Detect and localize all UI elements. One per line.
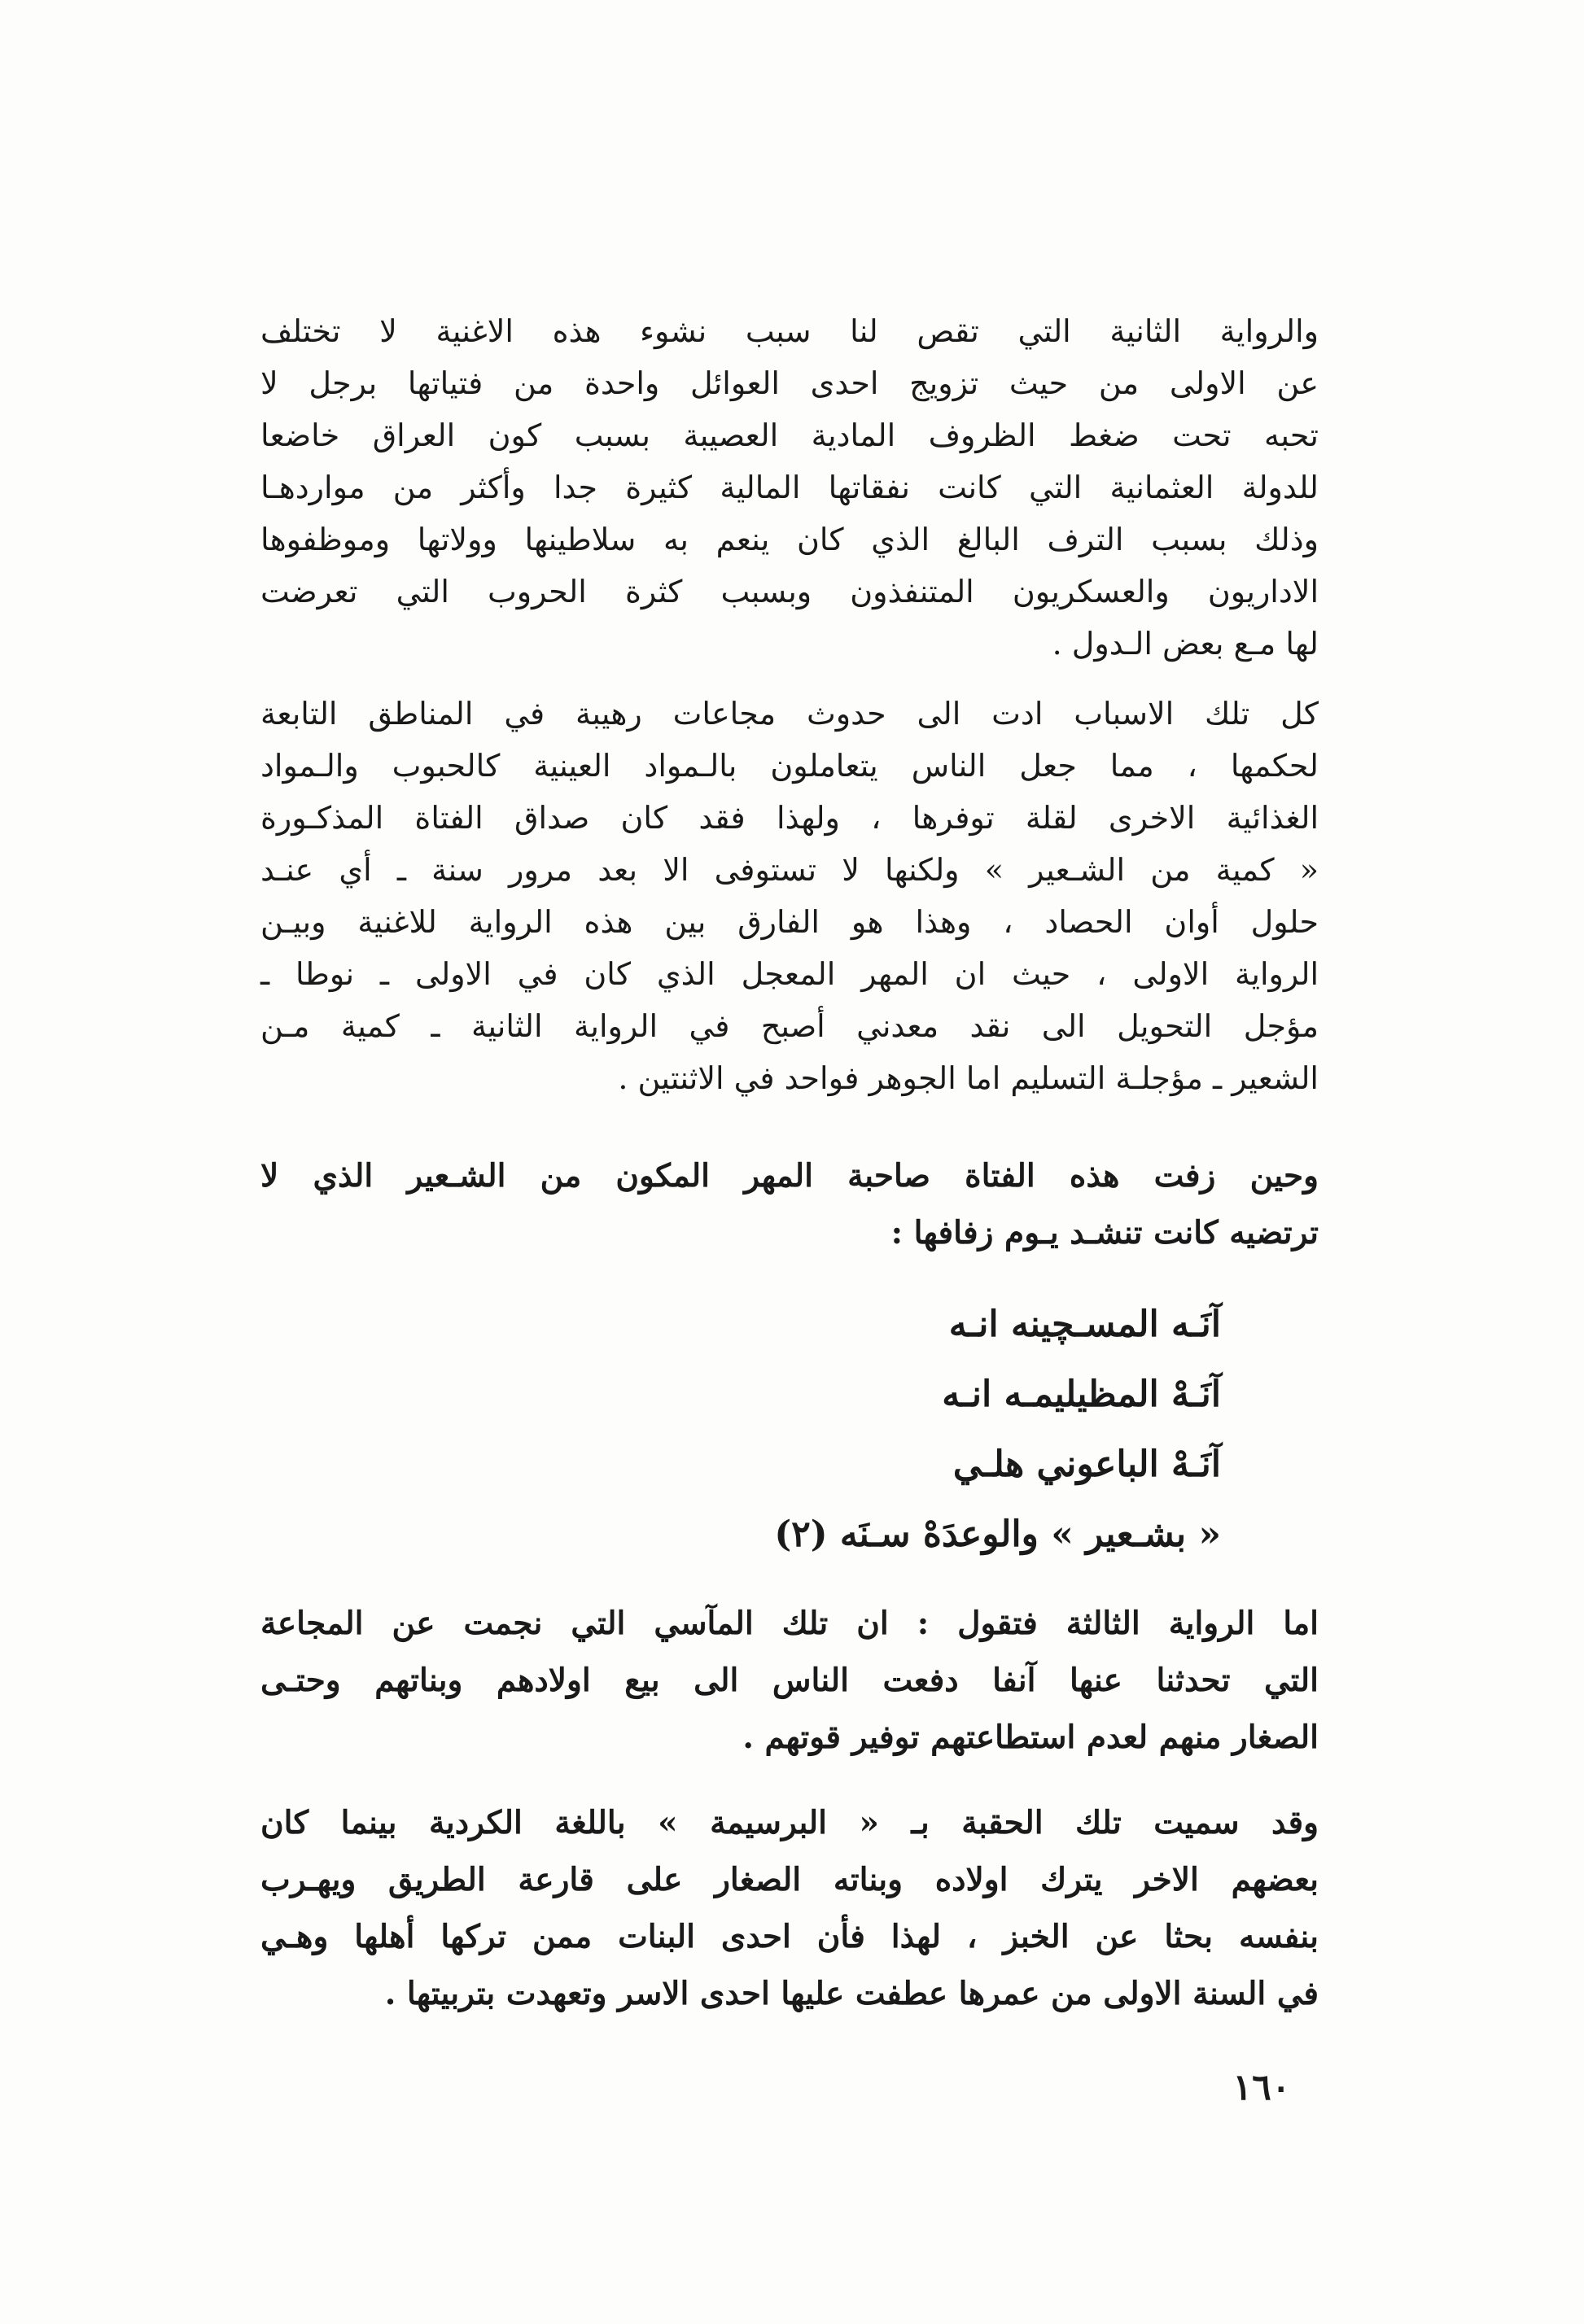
text-line: « كمية من الشـعير » ولكنها لا تستوفى الا بعد مرور سنة ـ أي عنـد	[260, 852, 1319, 888]
text-line: ترتضيه كانت تنشـد يـوم زفافها :	[890, 1214, 1319, 1252]
poem-verse: « بشـعير » والوعدَهْ سـنَه (٢)	[774, 1514, 1221, 1555]
text-line: كل تلك الاسباب ادت الى حدوث مجاعات رهيبة في المناطق التابعة	[260, 696, 1319, 732]
text-line: للدولة العثمانية التي كانت نفقاتها المالية كثيرة جدا وأكثر من مواردهـا	[260, 470, 1319, 505]
paragraph-3	[260, 1147, 1319, 1261]
text-line: بنفسه بحثا عن الخبز ، لهذا فأن احدى البنات ممن تركها أهلها وهـي	[260, 1918, 1319, 1955]
text-line: التي تحدثنا عنها آنفا دفعت الناس الى بيع اولادهم وبناتهم وحتـى	[260, 1662, 1319, 1699]
text-line: مؤجل التحويل الى نقد معدني أصبح في الرواية الثانية ـ كمية مـن	[260, 1008, 1319, 1044]
paragraph-4-text	[260, 1595, 1319, 1766]
text-line: الرواية الاولى ، حيث ان المهر المعجل الذي كان في الاولى ـ نوطا ـ	[260, 956, 1319, 992]
text-line: الاداريون والعسكريون المتنفذون وبسبب كثرة الحروب التي تعرضت	[260, 574, 1319, 609]
folk-song-verses	[733, 1290, 1221, 1570]
text-line: الغذائية الاخرى لقلة توفرها ، ولهذا فقد كان صداق الفتاة المذكـورة	[260, 800, 1319, 836]
paragraph-5-text	[260, 1794, 1319, 2022]
text-line: عن الاولى من حيث تزويج احدى العوائل واحدة من فتياتها برجل لا	[260, 365, 1319, 401]
poem-verse: آنَـهْ المظيليمـه انـه	[942, 1374, 1221, 1415]
paragraph-1-text	[260, 305, 1319, 670]
page-number: ١٦٠	[1232, 2067, 1291, 2108]
text-line: لحكمها ، مما جعل الناس يتعاملون بالـمواد العينية كالحبوب والـمواد	[260, 748, 1319, 784]
text-line: والرواية الثانية التي تقص لنا سبب نشوء هذه الاغنية لا تختلف	[260, 313, 1319, 349]
paragraph-5	[260, 1794, 1319, 2022]
text-line: وقد سميت تلك الحقبة بـ « البرسيمة » باللغة الكردية بينما كان	[260, 1804, 1319, 1841]
paragraph-2-text	[260, 688, 1319, 1104]
text-line: اما الرواية الثالثة فتقول : ان تلك المآسي التي نجمت عن المجاعة	[260, 1605, 1319, 1642]
text-line: حلول أوان الحصاد ، وهذا هو الفارق بين هذه الرواية للاغنية وبيـن	[260, 904, 1319, 940]
text-line: لها مـع بعض الـدول .	[1052, 626, 1319, 662]
text-line: في السنة الاولى من عمرها عطفت عليها احدى الاسر وتعهدت بتربيتها .	[384, 1975, 1319, 2012]
poem-verse: آنَـهْ الباعوني هلـي	[952, 1444, 1221, 1485]
text-line: وذلك بسبب الترف البالغ الذي كان ينعم به سلاطينها وولاتها وموظفوها	[260, 522, 1319, 557]
paragraph-2	[260, 688, 1319, 1104]
text-line: الشعير ـ مؤجلـة التسليم اما الجوهر فواحد في الاثنتين .	[618, 1060, 1319, 1096]
paragraph-4	[260, 1595, 1319, 1766]
text-line: وحين زفت هذه الفتاة صاحبة المهر المكون من الشـعير الذي لا	[260, 1157, 1319, 1195]
paragraph-3-text	[260, 1147, 1319, 1261]
text-line: الصغار منهم لعدم استطاعتهم توفير قوتهم .	[742, 1719, 1319, 1756]
poem-verse: آنَـه المسـچينه انـه	[948, 1304, 1221, 1345]
paragraph-1	[260, 305, 1319, 670]
text-line: بعضهم الاخر يترك اولاده وبناته الصغار على قارعة الطريق ويهـرب	[260, 1861, 1319, 1898]
text-line: تحبه تحت ضغط الظروف المادية العصيبة بسبب كون العراق خاضعا	[260, 417, 1319, 453]
